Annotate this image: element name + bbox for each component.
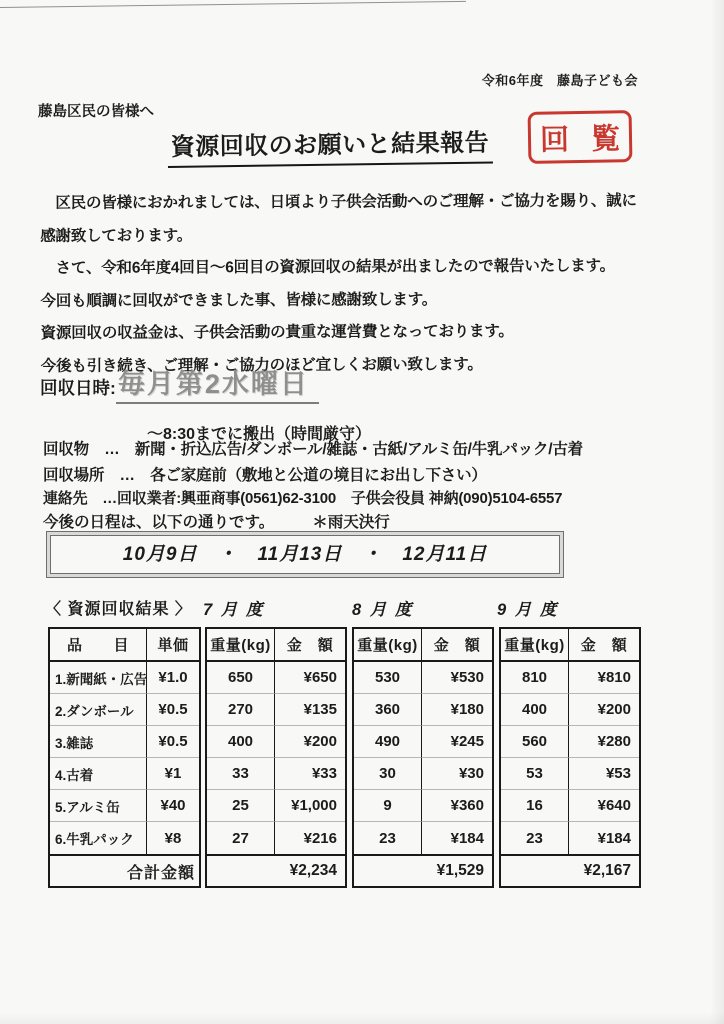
month-total-cell: ¥2,234 (207, 854, 345, 886)
amount-cell: ¥135 (275, 694, 345, 726)
col-header-unit-price: 単価 (147, 629, 199, 662)
amount-cell: ¥33 (275, 758, 345, 790)
upcoming-schedule-row (43, 510, 390, 532)
weight-cell: 53 (501, 758, 569, 790)
weight-cell: 400 (207, 726, 275, 758)
results-table (48, 627, 641, 888)
item-name-cell: 2.ダンボール (50, 694, 147, 726)
amount-cell: ¥650 (275, 662, 345, 694)
upcoming-dates-text: 10月9日 ・ 11月13日 ・ 12月11日 (50, 535, 560, 574)
intro-line: 今回も順調に回収ができました事、皆様に感謝致します。 (40, 290, 438, 310)
kairan-circulation-stamp (528, 110, 633, 164)
col-header-item: 品 目 (50, 629, 147, 662)
weight-cell: 23 (501, 822, 569, 854)
fiscal-year-label: 令和6年度 藤島子ども会 (481, 73, 638, 88)
item-name-cell: 5.アルミ缶 (50, 790, 147, 822)
item-name-cell: 6.牛乳パック (50, 822, 147, 854)
intro-line: 資源回収の収益金は、子供会活動の貴重な運営費となっております。 (40, 322, 514, 342)
amount-cell: ¥53 (569, 758, 639, 790)
unit-price-cell: ¥0.5 (147, 726, 199, 758)
col-header-amount: 金 額 (569, 629, 639, 662)
total-label-cell: 合計金額 (50, 854, 199, 886)
amount-cell: ¥200 (275, 726, 345, 758)
deadline-note: ～8:30までに搬出（時間厳守） (147, 426, 372, 443)
weight-cell: 490 (354, 726, 422, 758)
item-name-cell: 3.雑誌 (50, 726, 147, 758)
unit-price-cell: ¥40 (147, 790, 199, 822)
weight-cell: 810 (501, 662, 569, 694)
col-header-weight: 重量(kg) (501, 629, 569, 662)
weight-cell: 16 (501, 790, 569, 822)
month-label-september: 9 月 度 (497, 601, 559, 619)
collection-place-line: 回収場所 … 各ご家庭前（敷地と公道の境目にお出し下さい） (43, 467, 487, 484)
amount-cell: ¥184 (450, 829, 484, 847)
salutation-line: 藤島区民の皆様へ (38, 104, 154, 120)
contact-line: 連絡先 …回収業者:興亜商事(0561)62-3100 子供会役員 神納(090)5104-6557 (43, 490, 563, 507)
scan-edge-shading-right (710, 0, 724, 1024)
weight-cell: 400 (501, 694, 569, 726)
month-total-cell: ¥2,167 (501, 854, 639, 886)
intro-line: さて、令和6年度4回目～6回目の資源回収の結果が出ましたので報告いたします。 (40, 257, 615, 277)
weight-cell: 9 (354, 790, 422, 822)
month-total-cell: ¥1,529 (354, 854, 492, 886)
amount-cell: ¥184 (597, 829, 631, 847)
weight-cell: 25 (207, 790, 275, 822)
amount-cell: ¥530 (422, 662, 492, 694)
results-table-august-group (352, 627, 494, 888)
amount-cell: ¥30 (422, 758, 492, 790)
weight-cell: 30 (354, 758, 422, 790)
weight-cell: 33 (207, 758, 275, 790)
unit-price-cell: ¥1 (147, 758, 199, 790)
weight-cell: 27 (207, 822, 275, 854)
weight-cell: 360 (354, 694, 422, 726)
weight-cell: 270 (207, 694, 275, 726)
amount-cell: ¥1,000 (275, 790, 345, 822)
weight-cell: 650 (207, 662, 275, 694)
item-name-cell: 1.新聞紙・広告 (50, 662, 147, 694)
scan-edge-shading-bottom (0, 1012, 724, 1024)
stamp-char-ran: 覧 (590, 122, 621, 156)
intro-paragraphs (40, 185, 689, 383)
unit-price-cell: ¥8 (164, 829, 182, 847)
upcoming-schedule-line: 今後の日程は、以下の通りです。 (43, 514, 275, 531)
results-table-july-group (205, 627, 347, 888)
weight-cell: 560 (501, 726, 569, 758)
amount-cell: ¥280 (569, 726, 639, 758)
intro-line: 今後も引き続き、ご理解・ご協力のほど宜しくお願い致します。 (40, 355, 483, 375)
intro-line: 感謝致しております。 (40, 226, 193, 245)
amount-cell: ¥216 (303, 829, 337, 847)
amount-cell: ¥640 (569, 790, 639, 822)
results-table-september-group (499, 627, 641, 888)
collection-datetime-row (40, 362, 319, 404)
weight-cell: 530 (354, 662, 422, 694)
col-header-weight: 重量(kg) (207, 629, 275, 662)
unit-price-cell: ¥0.5 (147, 694, 199, 726)
scan-artifact-line (0, 1, 466, 8)
collection-datetime-label: 回収日時: (40, 378, 116, 398)
document-title: 資源回収のお願いと結果報告 (167, 122, 492, 168)
results-caption: 〈 資源回収結果 〉 (45, 601, 192, 618)
unit-price-cell: ¥1.0 (147, 662, 199, 694)
results-table-item-group (48, 627, 201, 888)
collection-datetime-value: 毎月第2水曜日 (116, 362, 319, 404)
intro-line: 区民の皆様におかれましては、日頃より子供会活動へのご理解・ご協力を賜り、誠に (40, 192, 637, 212)
upcoming-dates-box (46, 531, 564, 578)
stamp-char-kai: 回 (539, 123, 570, 157)
amount-cell: ¥810 (569, 662, 639, 694)
item-name-cell: 4.古着 (50, 758, 147, 790)
amount-cell: ¥245 (422, 726, 492, 758)
col-header-weight: 重量(kg) (354, 629, 422, 662)
month-label-august: 8 月 度 (352, 601, 414, 619)
amount-cell: ¥180 (422, 694, 492, 726)
month-label-july: 7 月 度 (203, 601, 265, 619)
amount-cell: ¥360 (422, 790, 492, 822)
col-header-amount: 金 額 (422, 629, 492, 662)
collected-items-line: 回収物 … 新聞・折込広告/ダンボール/雑誌・古紙/アルミ缶/牛乳パック/古着 (43, 441, 583, 458)
weight-cell: 23 (354, 822, 422, 854)
amount-cell: ¥200 (569, 694, 639, 726)
rain-note: ＊雨天決行 (312, 514, 390, 531)
col-header-amount: 金 額 (275, 629, 345, 662)
